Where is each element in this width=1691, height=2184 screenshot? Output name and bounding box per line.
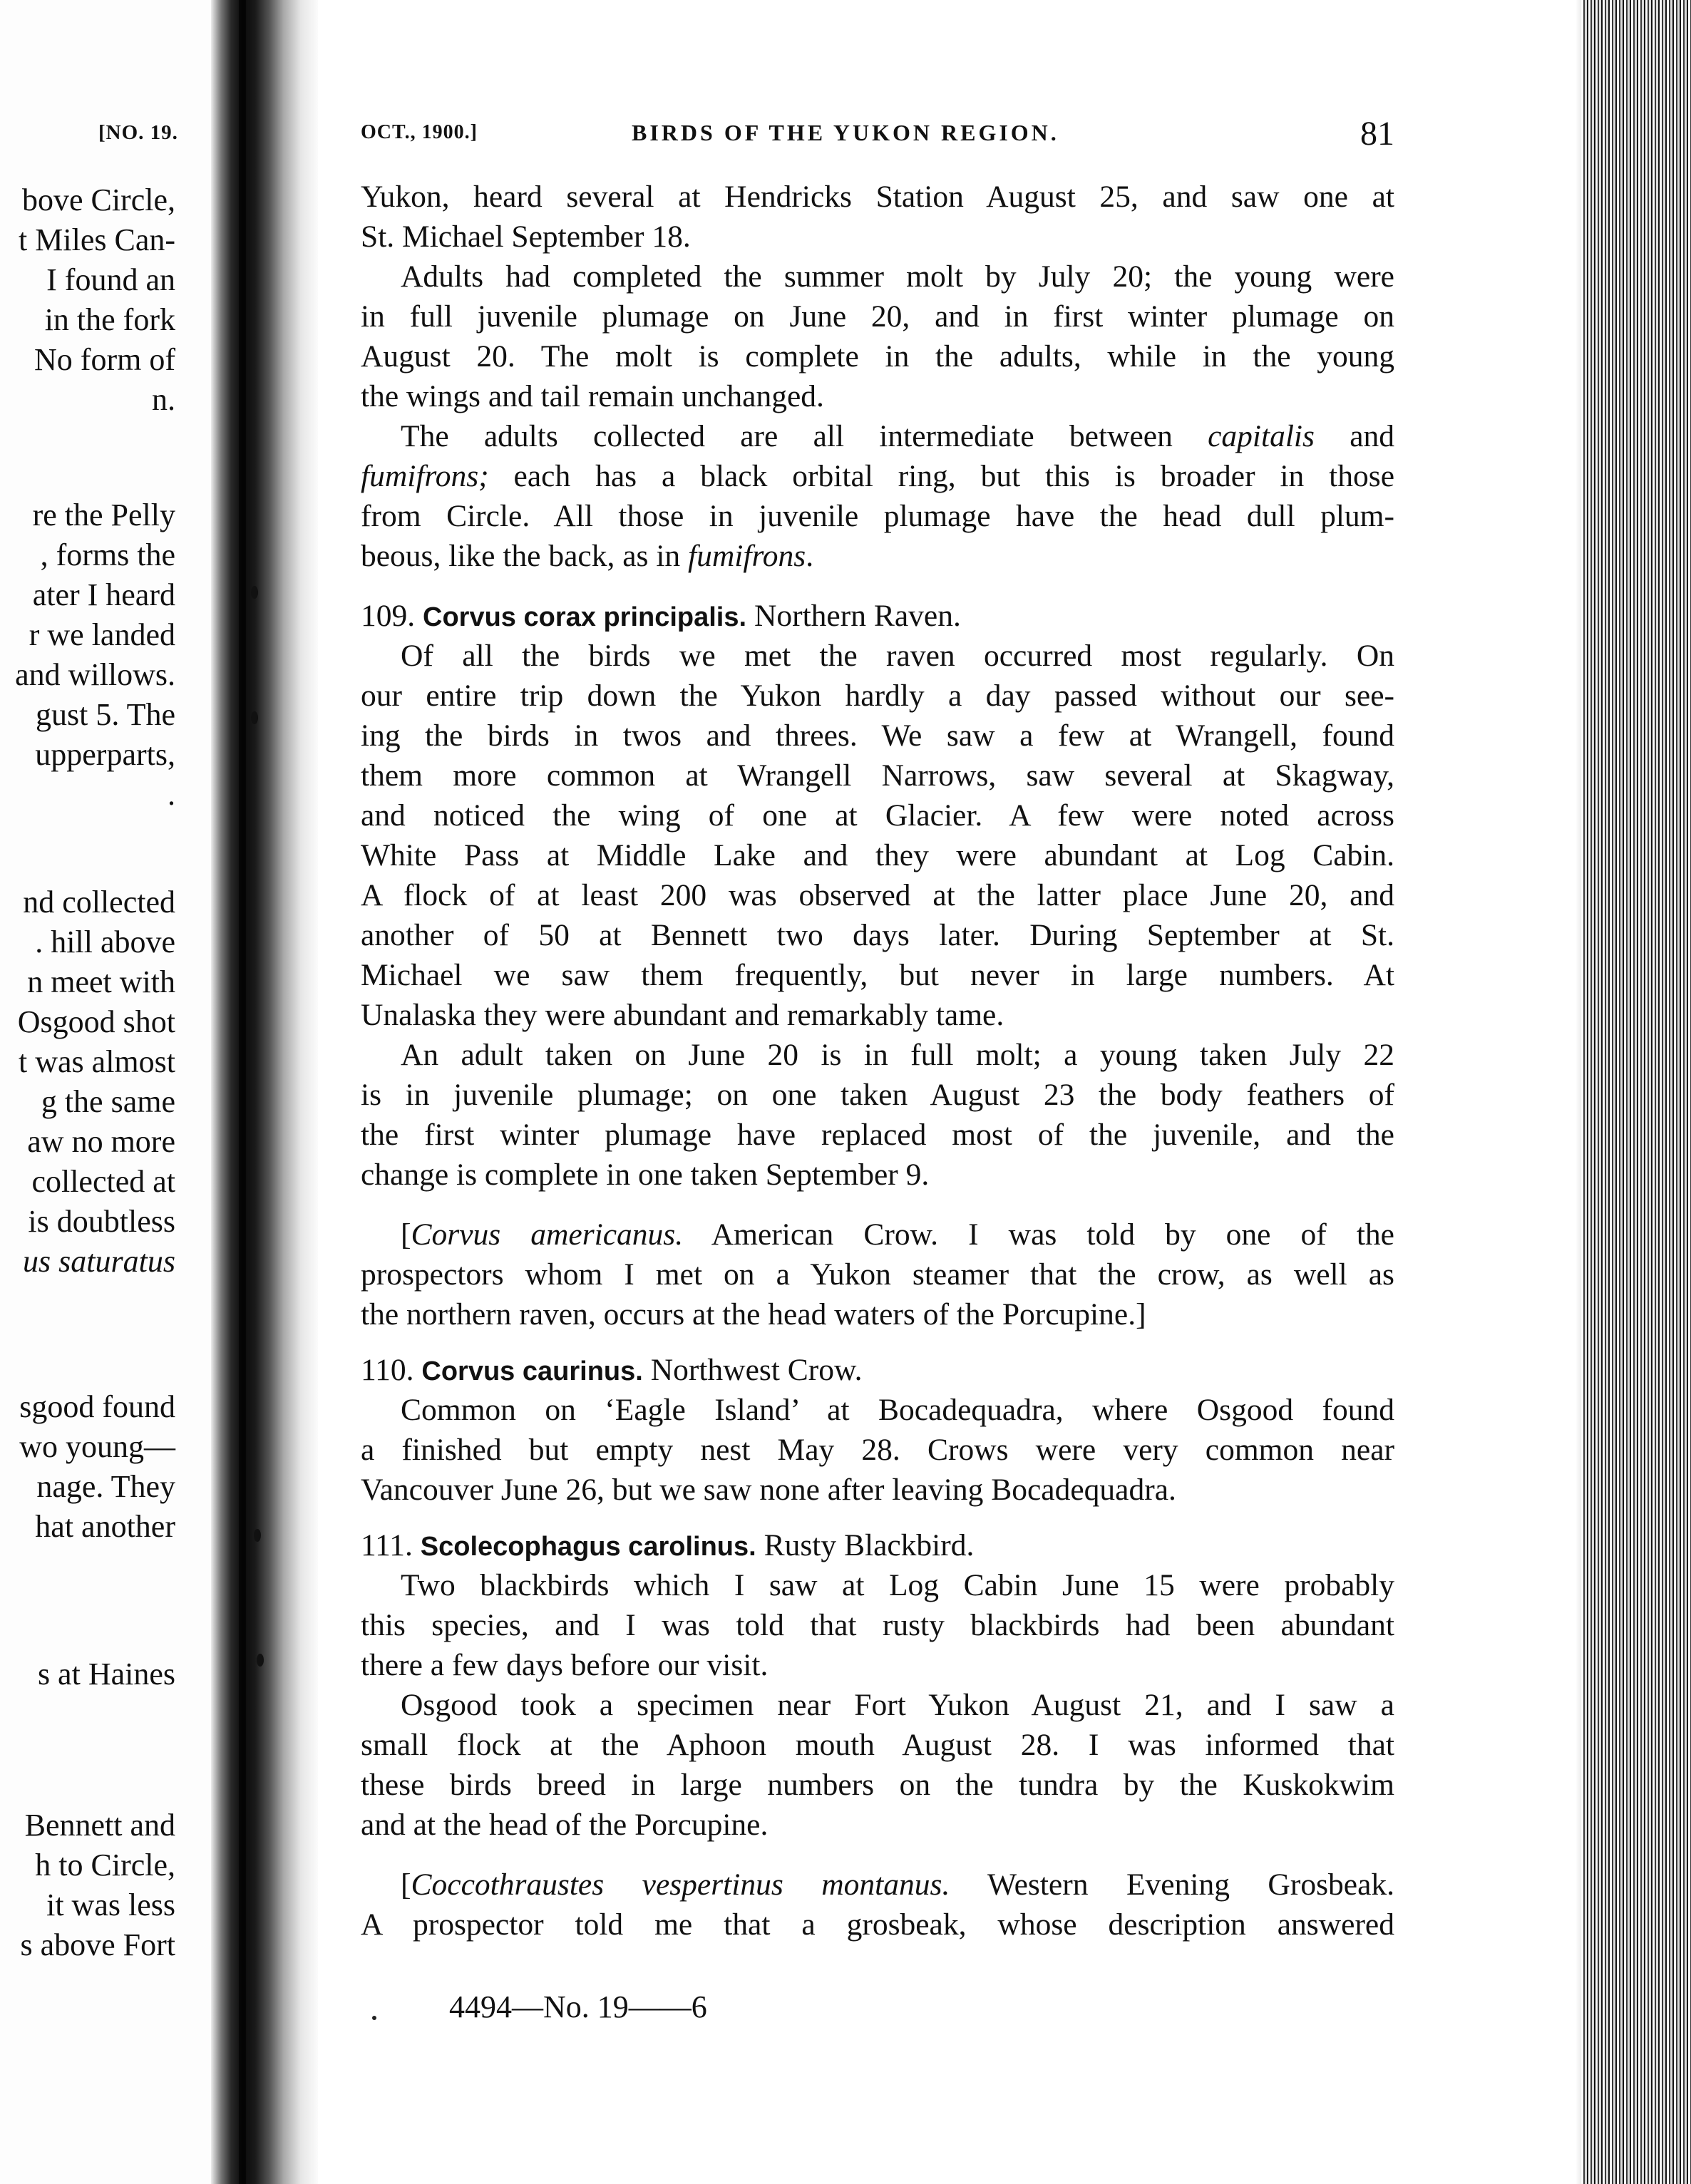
- stray-ink-mark: [372, 2016, 376, 2020]
- gutter-shadow: [239, 0, 246, 2184]
- binding-thread-mark: [251, 711, 258, 724]
- text-run: .: [806, 539, 814, 573]
- book-gutter: [211, 0, 318, 2184]
- italic-taxon: capitalis: [1208, 419, 1315, 453]
- text-line: in full juvenile plumage on June 20, and in first winter plumage on: [361, 299, 1394, 334]
- left-page-line: s at Haines: [37, 1657, 175, 1691]
- text-run: [: [401, 1868, 411, 1902]
- printer-signature: 4494—No. 19——6: [449, 1989, 707, 2024]
- left-page-line: in the fork: [44, 302, 175, 337]
- left-page-line: t Miles Can-: [19, 222, 175, 257]
- running-header: [361, 114, 1394, 157]
- left-page-line: Osgood shot: [17, 1004, 175, 1039]
- left-page-line: it was less: [46, 1887, 175, 1922]
- text-line: them more common at Wrangell Narrows, saw several at Skagway,: [361, 758, 1394, 793]
- text-line: Adults had completed the summer molt by July 20; the young were: [401, 259, 1394, 294]
- left-page-line: and willows.: [15, 657, 175, 692]
- left-page-line: n meet with: [27, 964, 175, 999]
- species-scientific-name: Corvus corax principalis.: [423, 602, 747, 632]
- text-line: Two blackbirds which I saw at Log Cabin June 15 were probably: [401, 1568, 1394, 1602]
- text-run: each has a black orbital ring, but this is broader in those: [488, 459, 1394, 493]
- left-facing-page: [0, 0, 214, 2184]
- text-run: Western Evening Grosbeak.: [950, 1868, 1395, 1902]
- text-line: A flock of at least 200 was observed at the latter place June 20, and: [361, 878, 1394, 912]
- text-line: Of all the birds we met the raven occurred most regularly. On: [401, 639, 1394, 673]
- left-page-line: .: [168, 777, 175, 812]
- text-line: Unalaska they were abundant and remarkably tame.: [361, 998, 1004, 1032]
- species-number: 110.: [361, 1353, 414, 1387]
- text-line: [361, 1865, 1394, 1905]
- text-line: [361, 456, 1394, 496]
- left-page-line: aw no more: [27, 1124, 175, 1159]
- text-run: and: [1314, 419, 1395, 453]
- text-line: from Circle. All those in juvenile plumage have the head dull plum-: [361, 499, 1394, 533]
- left-page-line: I found an: [46, 262, 175, 297]
- text-run: beous, like the back, as in: [361, 539, 689, 573]
- text-line: the wings and tail remain unchanged.: [361, 379, 824, 413]
- text-line: [361, 536, 1394, 576]
- text-line: and at the head of the Porcupine.: [361, 1808, 769, 1842]
- text-line: our entire trip down the Yukon hardly a day passed without our see-: [361, 679, 1394, 713]
- text-line: Osgood took a specimen near Fort Yukon August 21, and I saw a: [401, 1688, 1394, 1722]
- italic-taxon: Corvus americanus.: [411, 1217, 684, 1252]
- text-line: A prospector told me that a grosbeak, whose description answered: [361, 1907, 1394, 1942]
- left-page-line: Bennett and: [24, 1808, 175, 1843]
- text-line: these birds breed in large numbers on the tundra by the Kuskokwim: [361, 1768, 1394, 1802]
- species-scientific-name: Scolecophagus carolinus.: [420, 1532, 756, 1562]
- left-page-line: s above Fort: [20, 1927, 175, 1962]
- species-common-name: Rusty Blackbird.: [764, 1528, 975, 1562]
- species-number: 111.: [361, 1528, 413, 1562]
- stacked-page-edges: [1581, 0, 1691, 2184]
- left-page-line: collected at: [31, 1164, 175, 1199]
- species-heading-111: [361, 1525, 1394, 1565]
- left-page-line: r we landed: [29, 617, 175, 652]
- text-line: August 20. The molt is complete in the adults, while in the young: [361, 339, 1394, 374]
- left-page-line: us saturatus: [23, 1244, 175, 1279]
- text-run: [: [401, 1217, 411, 1252]
- text-line: and noticed the wing of one at Glacier. A few were noted across: [361, 798, 1394, 833]
- binding-thread-mark: [254, 1529, 261, 1542]
- left-page-line: ater I heard: [32, 577, 175, 612]
- text-line: is in juvenile plumage; on one taken August 23 the body feathers of: [361, 1078, 1394, 1112]
- text-line: Common on ‘Eagle Island’ at Bocadequadra, where Osgood found: [401, 1393, 1394, 1427]
- left-page-line: No form of: [34, 342, 175, 377]
- text-line: change is complete in one taken September 9.: [361, 1158, 930, 1192]
- left-page-line: , forms the: [40, 537, 175, 572]
- italic-taxon: fumifrons;: [361, 459, 489, 493]
- left-page-line: hat another: [35, 1509, 175, 1544]
- text-line: Vancouver June 26, but we saw none after leaving Bocadequadra.: [361, 1473, 1176, 1507]
- text-line: An adult taken on June 20 is in full molt; a young taken July 22: [401, 1038, 1394, 1072]
- left-page-line: g the same: [41, 1084, 175, 1119]
- species-common-name: Northwest Crow.: [650, 1353, 863, 1387]
- text-line: White Pass at Middle Lake and they were abundant at Log Cabin.: [361, 838, 1394, 872]
- italic-taxon: Coccothraustes vespertinus montanus.: [411, 1868, 950, 1902]
- left-page-line: h to Circle,: [35, 1848, 175, 1882]
- text-line: ing the birds in twos and threes. We saw a few at Wrangell, found: [361, 718, 1394, 753]
- species-scientific-name: Corvus caurinus.: [421, 1356, 643, 1386]
- page-body: [361, 177, 1394, 1945]
- text-line: a finished but empty nest May 28. Crows were very common near: [361, 1433, 1394, 1467]
- species-heading-110: [361, 1350, 1394, 1390]
- left-page-line: upperparts,: [35, 737, 175, 772]
- binding-thread-mark: [257, 1654, 264, 1667]
- text-line: [361, 1215, 1394, 1255]
- species-heading-109: [361, 596, 1394, 636]
- left-page-line: bove Circle,: [21, 182, 175, 217]
- text-line: Yukon, heard several at Hendricks Station August 25, and saw one at: [361, 180, 1394, 214]
- left-page-line: is doubtless: [28, 1204, 175, 1239]
- text-run: American Crow. I was told by one of the: [683, 1217, 1394, 1252]
- italic-taxon: fumifrons: [688, 539, 806, 573]
- left-page-line: gust 5. The: [36, 697, 175, 732]
- text-run: The adults collected are all intermediate between: [401, 419, 1208, 453]
- text-line: the northern raven, occurs at the head waters of the Porcupine.]: [361, 1297, 1146, 1331]
- left-page-line: nd collected: [23, 885, 175, 920]
- running-header-date: OCT., 1900.]: [361, 121, 478, 143]
- text-line: St. Michael September 18.: [361, 220, 691, 254]
- text-line: there a few days before our visit.: [361, 1648, 769, 1682]
- left-page-line: wo young—: [19, 1429, 175, 1464]
- species-number: 109.: [361, 599, 416, 633]
- text-line: Michael we saw them frequently, but never in large numbers. At: [361, 958, 1394, 992]
- left-page-line: n.: [152, 382, 175, 417]
- text-line: prospectors whom I met on a Yukon steamer that the crow, as well as: [361, 1257, 1394, 1292]
- text-line: small flock at the Aphoon mouth August 28. I was informed that: [361, 1728, 1394, 1762]
- left-page-header: [NO. 19.: [98, 121, 178, 144]
- page-number: 81: [1360, 115, 1394, 153]
- running-header-title: BIRDS OF THE YUKON REGION.: [632, 120, 1059, 145]
- left-page-line: sgood found: [19, 1389, 175, 1424]
- left-page-line: nage. They: [36, 1469, 175, 1504]
- text-line: this species, and I was told that rusty blackbirds had been abundant: [361, 1608, 1394, 1642]
- text-line: another of 50 at Bennett two days later. During September at St.: [361, 918, 1394, 952]
- left-page-line: t was almost: [19, 1044, 175, 1079]
- species-common-name: Northern Raven.: [754, 599, 961, 633]
- left-page-line: re the Pelly: [32, 498, 175, 532]
- text-line: [361, 416, 1394, 456]
- left-page-line: . hill above: [35, 924, 175, 959]
- text-line: the first winter plumage have replaced most of the juvenile, and the: [361, 1118, 1394, 1152]
- binding-thread-mark: [251, 586, 258, 599]
